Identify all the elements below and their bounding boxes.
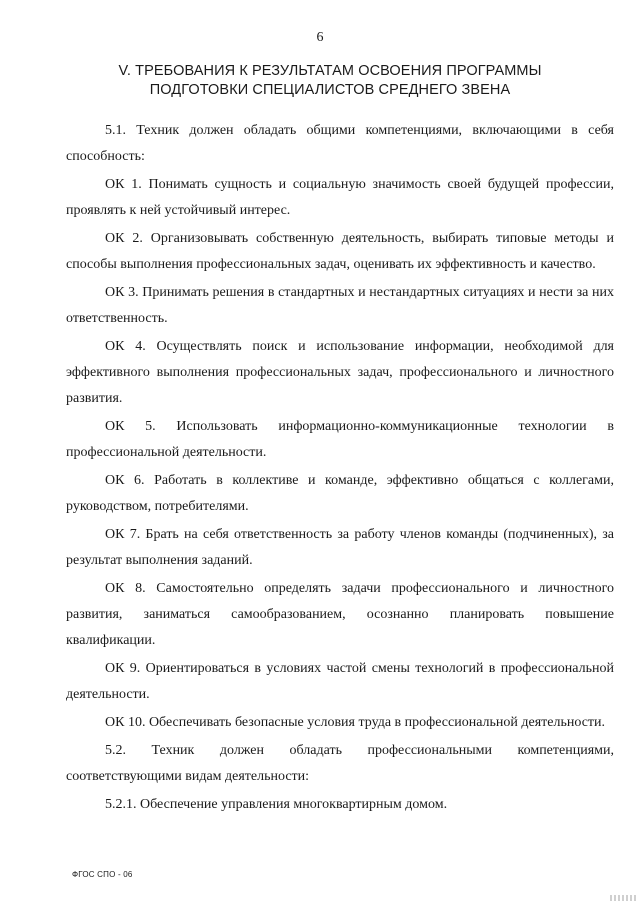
- section-title-line-2: ПОДГОТОВКИ СПЕЦИАЛИСТОВ СРЕДНЕГО ЗВЕНА: [149, 82, 511, 98]
- footer-document-code: ФГОС СПО - 06: [72, 870, 133, 879]
- paragraph-ok-2: ОК 2. Организовывать собственную деятельность, выбирать типовые методы и способы выполнения профессиональных задач, оценивать их эффективность и качество.: [66, 231, 614, 272]
- paragraph-ok-1: ОК 1. Понимать сущность и социальную значимость своей будущей профессии, проявлять к ней устойчивый интерес.: [66, 177, 614, 218]
- document-body: [66, 118, 614, 820]
- section-title: [60, 62, 600, 100]
- paragraph-ok-6: ОК 6. Работать в коллективе и команде, эффективно общаться с коллегами, руководством, потребителями.: [66, 473, 614, 514]
- section-title-line-1: V. ТРЕБОВАНИЯ К РЕЗУЛЬТАТАМ ОСВОЕНИЯ ПРОГРАММЫ: [118, 63, 542, 79]
- page-number: 6: [316, 30, 324, 45]
- scan-edge-mark: [610, 895, 636, 901]
- paragraph-ok-5: ОК 5. Использовать информационно-коммуникационные технологии в профессиональной деятельности.: [66, 419, 614, 460]
- paragraph-ok-3: ОК 3. Принимать решения в стандартных и нестандартных ситуациях и нести за них ответственность.: [66, 285, 614, 326]
- paragraph-5-2: 5.2. Техник должен обладать профессиональными компетенциями, соответствующими видам деятельности:: [66, 743, 614, 784]
- paragraph-5-2-1: 5.2.1. Обеспечение управления многоквартирным домом.: [105, 797, 448, 812]
- paragraph-ok-4: ОК 4. Осуществлять поиск и использование информации, необходимой для эффективного выполнения профессиональных задач, профессионального и личностного развития.: [66, 339, 614, 406]
- paragraph-ok-10: ОК 10. Обеспечивать безопасные условия труда в профессиональной деятельности.: [105, 715, 606, 730]
- paragraph-ok-8: ОК 8. Самостоятельно определять задачи профессионального и личностного развития, заниматься самообразованием, осознанно планировать повышение квалификации.: [66, 581, 614, 648]
- paragraph-ok-9: ОК 9. Ориентироваться в условиях частой смены технологий в профессиональной деятельности.: [66, 661, 614, 702]
- paragraph-ok-7: ОК 7. Брать на себя ответственность за работу членов команды (подчиненных), за результат выполнения заданий.: [66, 527, 614, 568]
- paragraph-5-1: 5.1. Техник должен обладать общими компетенциями, включающими в себя способность:: [66, 123, 614, 164]
